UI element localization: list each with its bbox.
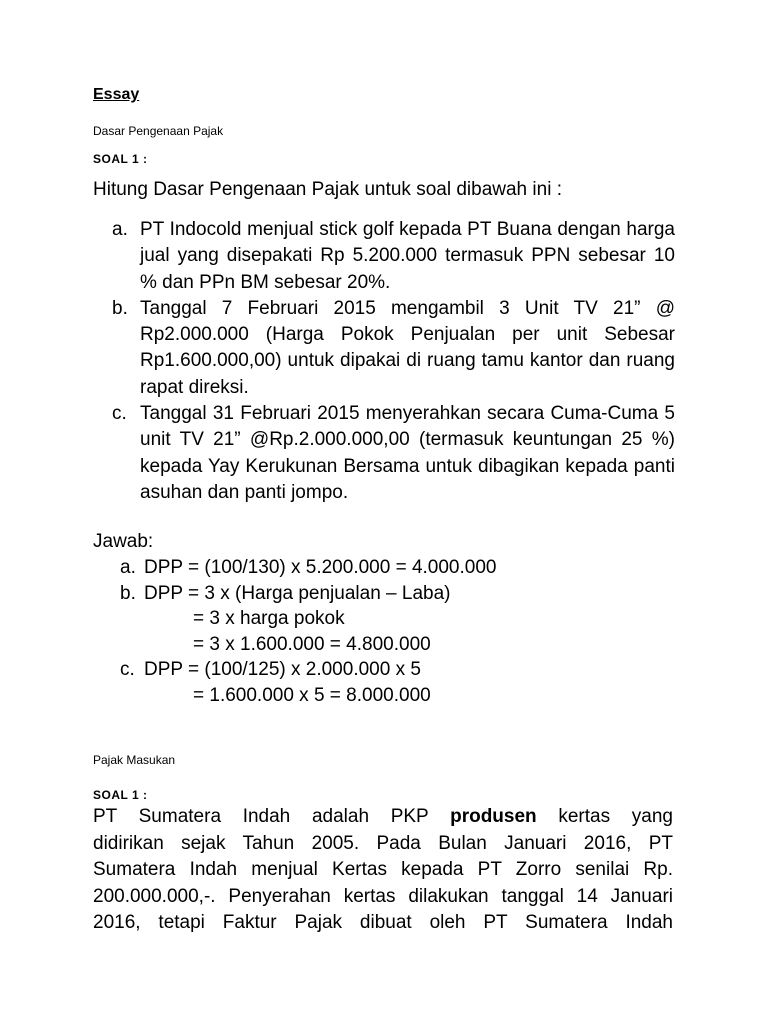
case-line-1-pre: PT Sumatera Indah adalah PKP (93, 806, 429, 827)
case-line-1-post: kertas yang (558, 806, 673, 827)
case-line-1 (93, 804, 673, 831)
question-marker-b: b. (112, 297, 128, 319)
soal-label-1: SOAL 1 : (93, 152, 148, 166)
case-paragraph (93, 804, 673, 937)
question-text-b: Tanggal 7 Februari 2015 mengambil 3 Unit TV 21” @ Rp2.000.000 (Harga Pokok Penjualan per unit Sebesar Rp1.600.000,00) untuk dipakai di ruang tamu kantor dan ruang rapat direksi. (140, 297, 675, 398)
answer-c (120, 657, 496, 683)
question-item-b (112, 296, 675, 401)
question-list (112, 217, 675, 506)
answer-list (120, 555, 496, 709)
case-line-5: 2016, tetapi Faktur Pajak dibuat oleh PT Sumatera Indah (93, 912, 673, 933)
case-line-3: Sumatera Indah menjual Kertas kepada PT Zorro senilai Rp. (93, 859, 673, 880)
section-title-dpp: Dasar Pengenaan Pajak (93, 124, 224, 138)
answer-marker-b: b. (120, 582, 136, 604)
case-line-4: 200.000.000,-. Penyerahan kertas dilakukan tanggal 14 Januari (93, 885, 673, 907)
case-line-1-bold: produsen (450, 806, 537, 827)
question-marker-a: a. (112, 219, 128, 240)
answer-label: Jawab: (93, 531, 154, 552)
answer-c-line-2: = 1.600.000 x 5 = 8.000.000 (193, 684, 431, 706)
answer-b (120, 581, 496, 607)
answer-b-line-1: DPP = 3 x (Harga penjualan – Laba) (144, 582, 451, 604)
question-intro: Hitung Dasar Pengenaan Pajak untuk soal dibawah ini : (93, 179, 562, 200)
case-line-2: didirikan sejak Tahun 2005. Pada Bulan Januari 2016, PT (93, 832, 673, 854)
question-marker-c: c. (112, 403, 127, 425)
answer-c-line-1: DPP = (100/125) x 2.000.000 x 5 (144, 659, 421, 681)
answer-a-line-1: DPP = (100/130) x 5.200.000 = 4.000.000 (144, 557, 497, 578)
section-title-pajak-masukan: Pajak Masukan (93, 753, 176, 767)
answer-a (120, 555, 496, 581)
answer-b-line-2: = 3 x harga pokok (193, 608, 345, 630)
essay-heading: Essay (93, 86, 140, 103)
question-item-c (112, 401, 675, 506)
answer-b-line-3: = 3 x 1.600.000 = 4.800.000 (193, 633, 431, 655)
soal-label-2: SOAL 1 : (93, 788, 148, 802)
question-item-a (112, 217, 675, 296)
answer-marker-a: a. (120, 557, 136, 578)
question-text-a: PT Indocold menjual stick golf kepada PT Buana dengan harga jual yang disepakati Rp 5.200.000 termasuk PPN sebesar 10 % dan PPn BM sebesar 20%. (140, 219, 675, 293)
question-text-c: Tanggal 31 Februari 2015 menyerahkan secara Cuma-Cuma 5 unit TV 21” @Rp.2.000.000,00 (termasuk keuntungan 25 %) kepada Yay Kerukunan Bersama untuk dibagikan kepada panti asuhan dan panti jompo. (140, 403, 675, 503)
answer-marker-c: c. (120, 659, 135, 681)
